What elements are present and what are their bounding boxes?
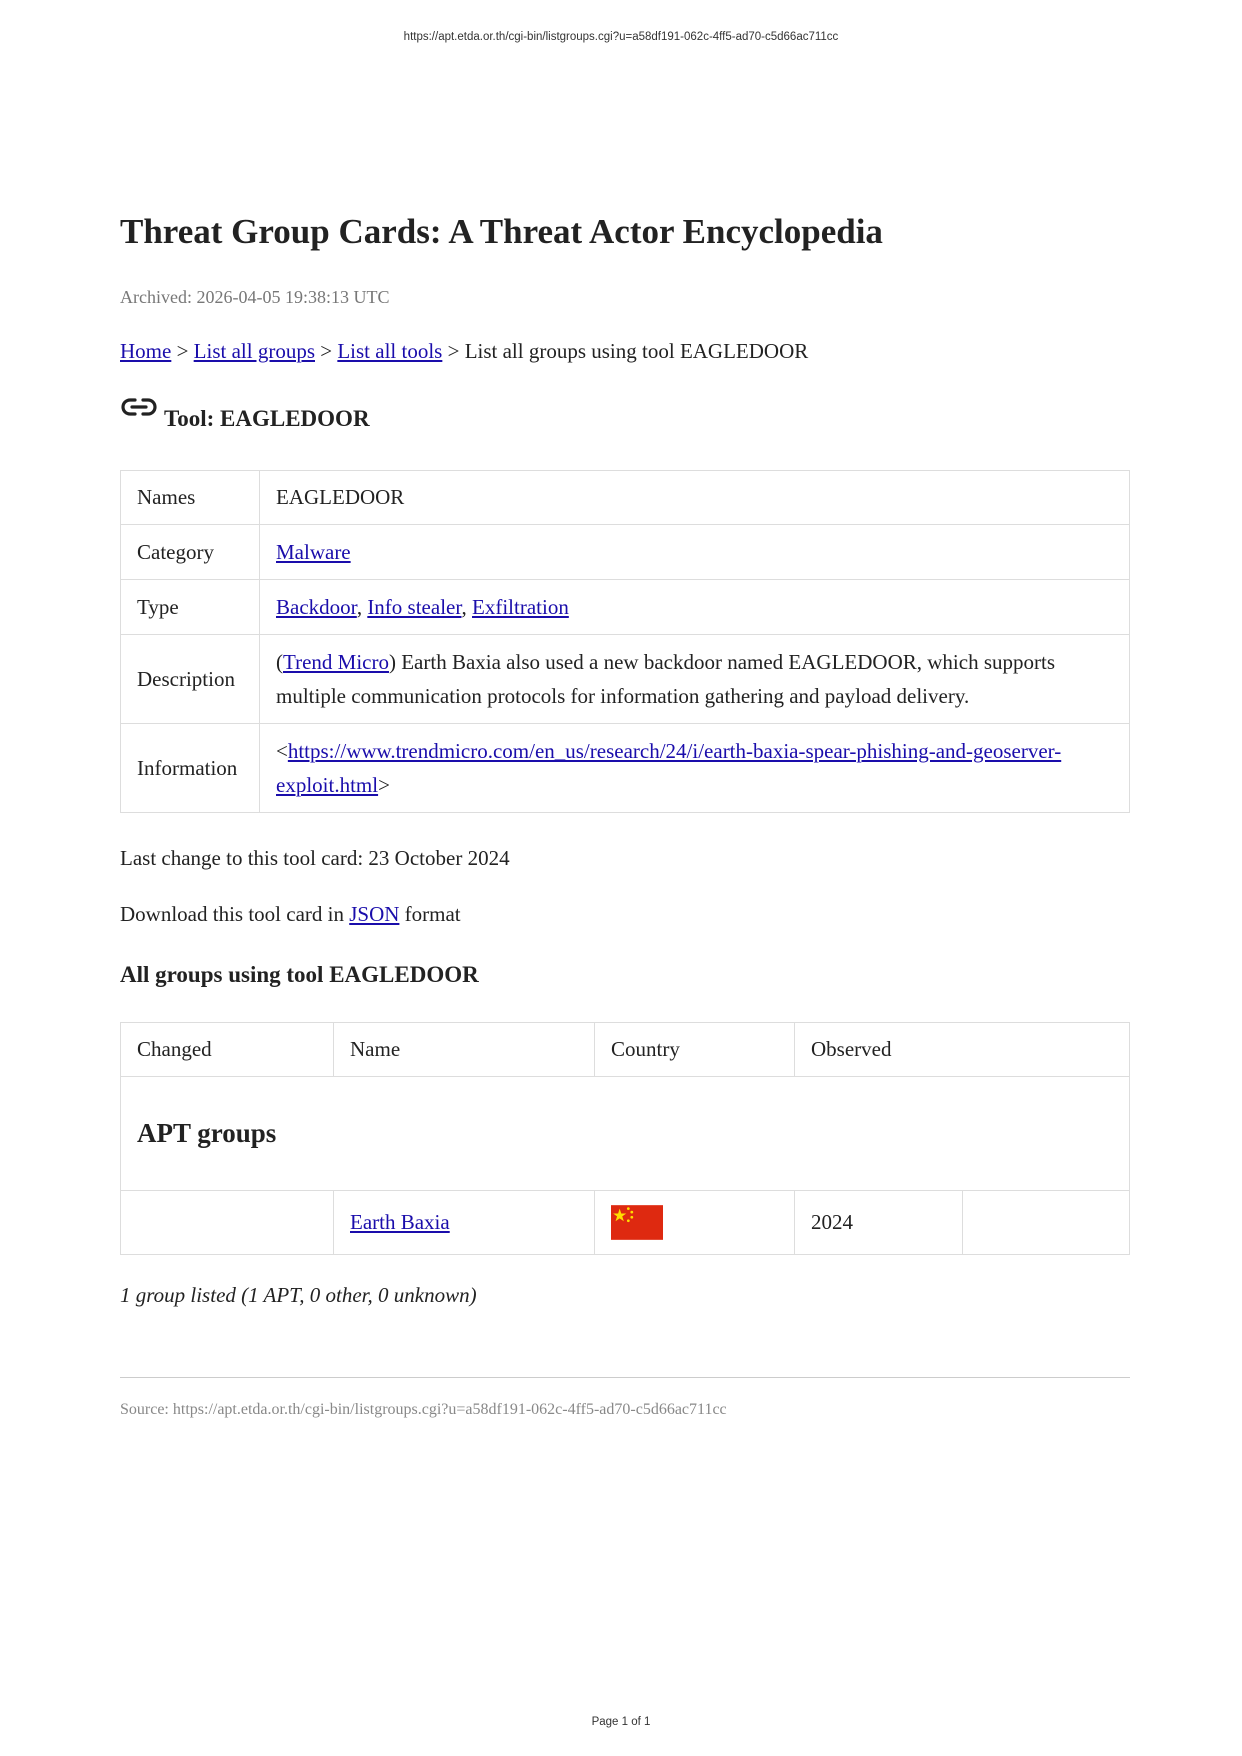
column-header-changed: Changed: [121, 1023, 334, 1077]
download-suffix: format: [399, 902, 461, 926]
type-separator: ,: [461, 594, 473, 619]
row-observed: 2024: [795, 1191, 963, 1255]
information-label: Information: [121, 724, 260, 813]
tool-heading: [120, 402, 370, 432]
column-header-country: Country: [595, 1023, 795, 1077]
breadcrumb-separator: >: [171, 339, 194, 363]
tool-heading-text: Tool: EAGLEDOOR: [164, 406, 370, 431]
footer-divider: [120, 1377, 1130, 1378]
category-value-cell: [260, 525, 1130, 580]
description-source-link[interactable]: Trend Micro: [283, 650, 389, 674]
breadcrumb-all-tools-link[interactable]: List all tools: [337, 339, 443, 363]
description-open-paren: (: [276, 650, 283, 674]
section-title-apt-groups: APT groups: [121, 1077, 1130, 1191]
groups-summary: 1 group listed (1 APT, 0 other, 0 unknown): [120, 1283, 477, 1307]
type-label: Type: [121, 580, 260, 635]
type-separator: ,: [356, 594, 368, 619]
breadcrumb-all-groups-link[interactable]: List all groups: [193, 339, 315, 363]
table-row: [121, 1191, 1130, 1255]
column-header-name: Name: [334, 1023, 595, 1077]
type-info-stealer-link[interactable]: Info stealer: [367, 594, 462, 619]
info-row-description: [121, 635, 1130, 724]
tool-info-table: [120, 470, 1130, 813]
category-label: Category: [121, 525, 260, 580]
breadcrumb-home-link[interactable]: Home: [120, 339, 172, 363]
last-change-text: Last change to this tool card: 23 October 2024: [120, 846, 510, 870]
row-name-cell: [334, 1191, 595, 1255]
information-open-bracket: <: [276, 739, 288, 763]
column-header-observed: Observed: [795, 1023, 1130, 1077]
row-changed: [121, 1191, 334, 1255]
page-title: Threat Group Cards: A Threat Actor Encyclopedia: [120, 212, 883, 251]
description-text: ) Earth Baxia also used a new backdoor named EAGLEDOOR, which supports multiple communication protocols for information gathering and payload delivery.: [276, 650, 1055, 708]
source-url: Source: https://apt.etda.or.th/cgi-bin/listgroups.cgi?u=a58df191-062c-4ff5-ad70-c5d66ac711cc: [120, 1401, 727, 1418]
names-label: Names: [121, 471, 260, 525]
download-prefix: Download this tool card in: [120, 902, 350, 926]
link-icon: [120, 392, 158, 422]
description-label: Description: [121, 635, 260, 724]
row-country-cell: [595, 1191, 795, 1255]
download-json-link[interactable]: JSON: [349, 902, 400, 926]
info-row-category: [121, 525, 1130, 580]
page-number: Page 1 of 1: [591, 1716, 651, 1728]
group-earth-baxia-link[interactable]: Earth Baxia: [350, 1210, 450, 1234]
information-close-bracket: >: [378, 773, 390, 797]
groups-section-row: [121, 1077, 1130, 1191]
type-exfiltration-link[interactable]: Exfiltration: [472, 594, 569, 619]
info-row-type: [121, 580, 1130, 635]
breadcrumb-current: List all groups using tool EAGLEDOOR: [464, 339, 809, 363]
download-line: [120, 902, 461, 927]
breadcrumb-separator: >: [442, 339, 465, 363]
row-empty-cell: [963, 1191, 1130, 1255]
groups-table-header-row: [121, 1023, 1130, 1077]
groups-table: [120, 1022, 1130, 1255]
names-value: EAGLEDOOR: [260, 471, 1130, 525]
type-value-cell: [260, 580, 1130, 635]
breadcrumb-separator: >: [315, 339, 338, 363]
info-row-information: [121, 724, 1130, 813]
groups-heading: All groups using tool EAGLEDOOR: [120, 962, 479, 987]
breadcrumb: [120, 339, 808, 364]
information-value-cell: [260, 724, 1130, 813]
print-header-url: https://apt.etda.or.th/cgi-bin/listgroups.cgi?u=a58df191-062c-4ff5-ad70-c5d66ac711cc: [403, 31, 839, 43]
info-row-names: [121, 471, 1130, 525]
archived-timestamp: Archived: 2026-04-05 19:38:13 UTC: [120, 287, 390, 307]
category-malware-link[interactable]: Malware: [276, 539, 351, 564]
description-value-cell: [260, 635, 1130, 724]
information-reference-link[interactable]: https://www.trendmicro.com/en_us/research/24/i/earth-baxia-spear-phishing-and-geoserver-exploit.html: [276, 739, 1062, 797]
china-flag-icon: [611, 1205, 663, 1240]
type-backdoor-link[interactable]: Backdoor: [276, 594, 357, 619]
